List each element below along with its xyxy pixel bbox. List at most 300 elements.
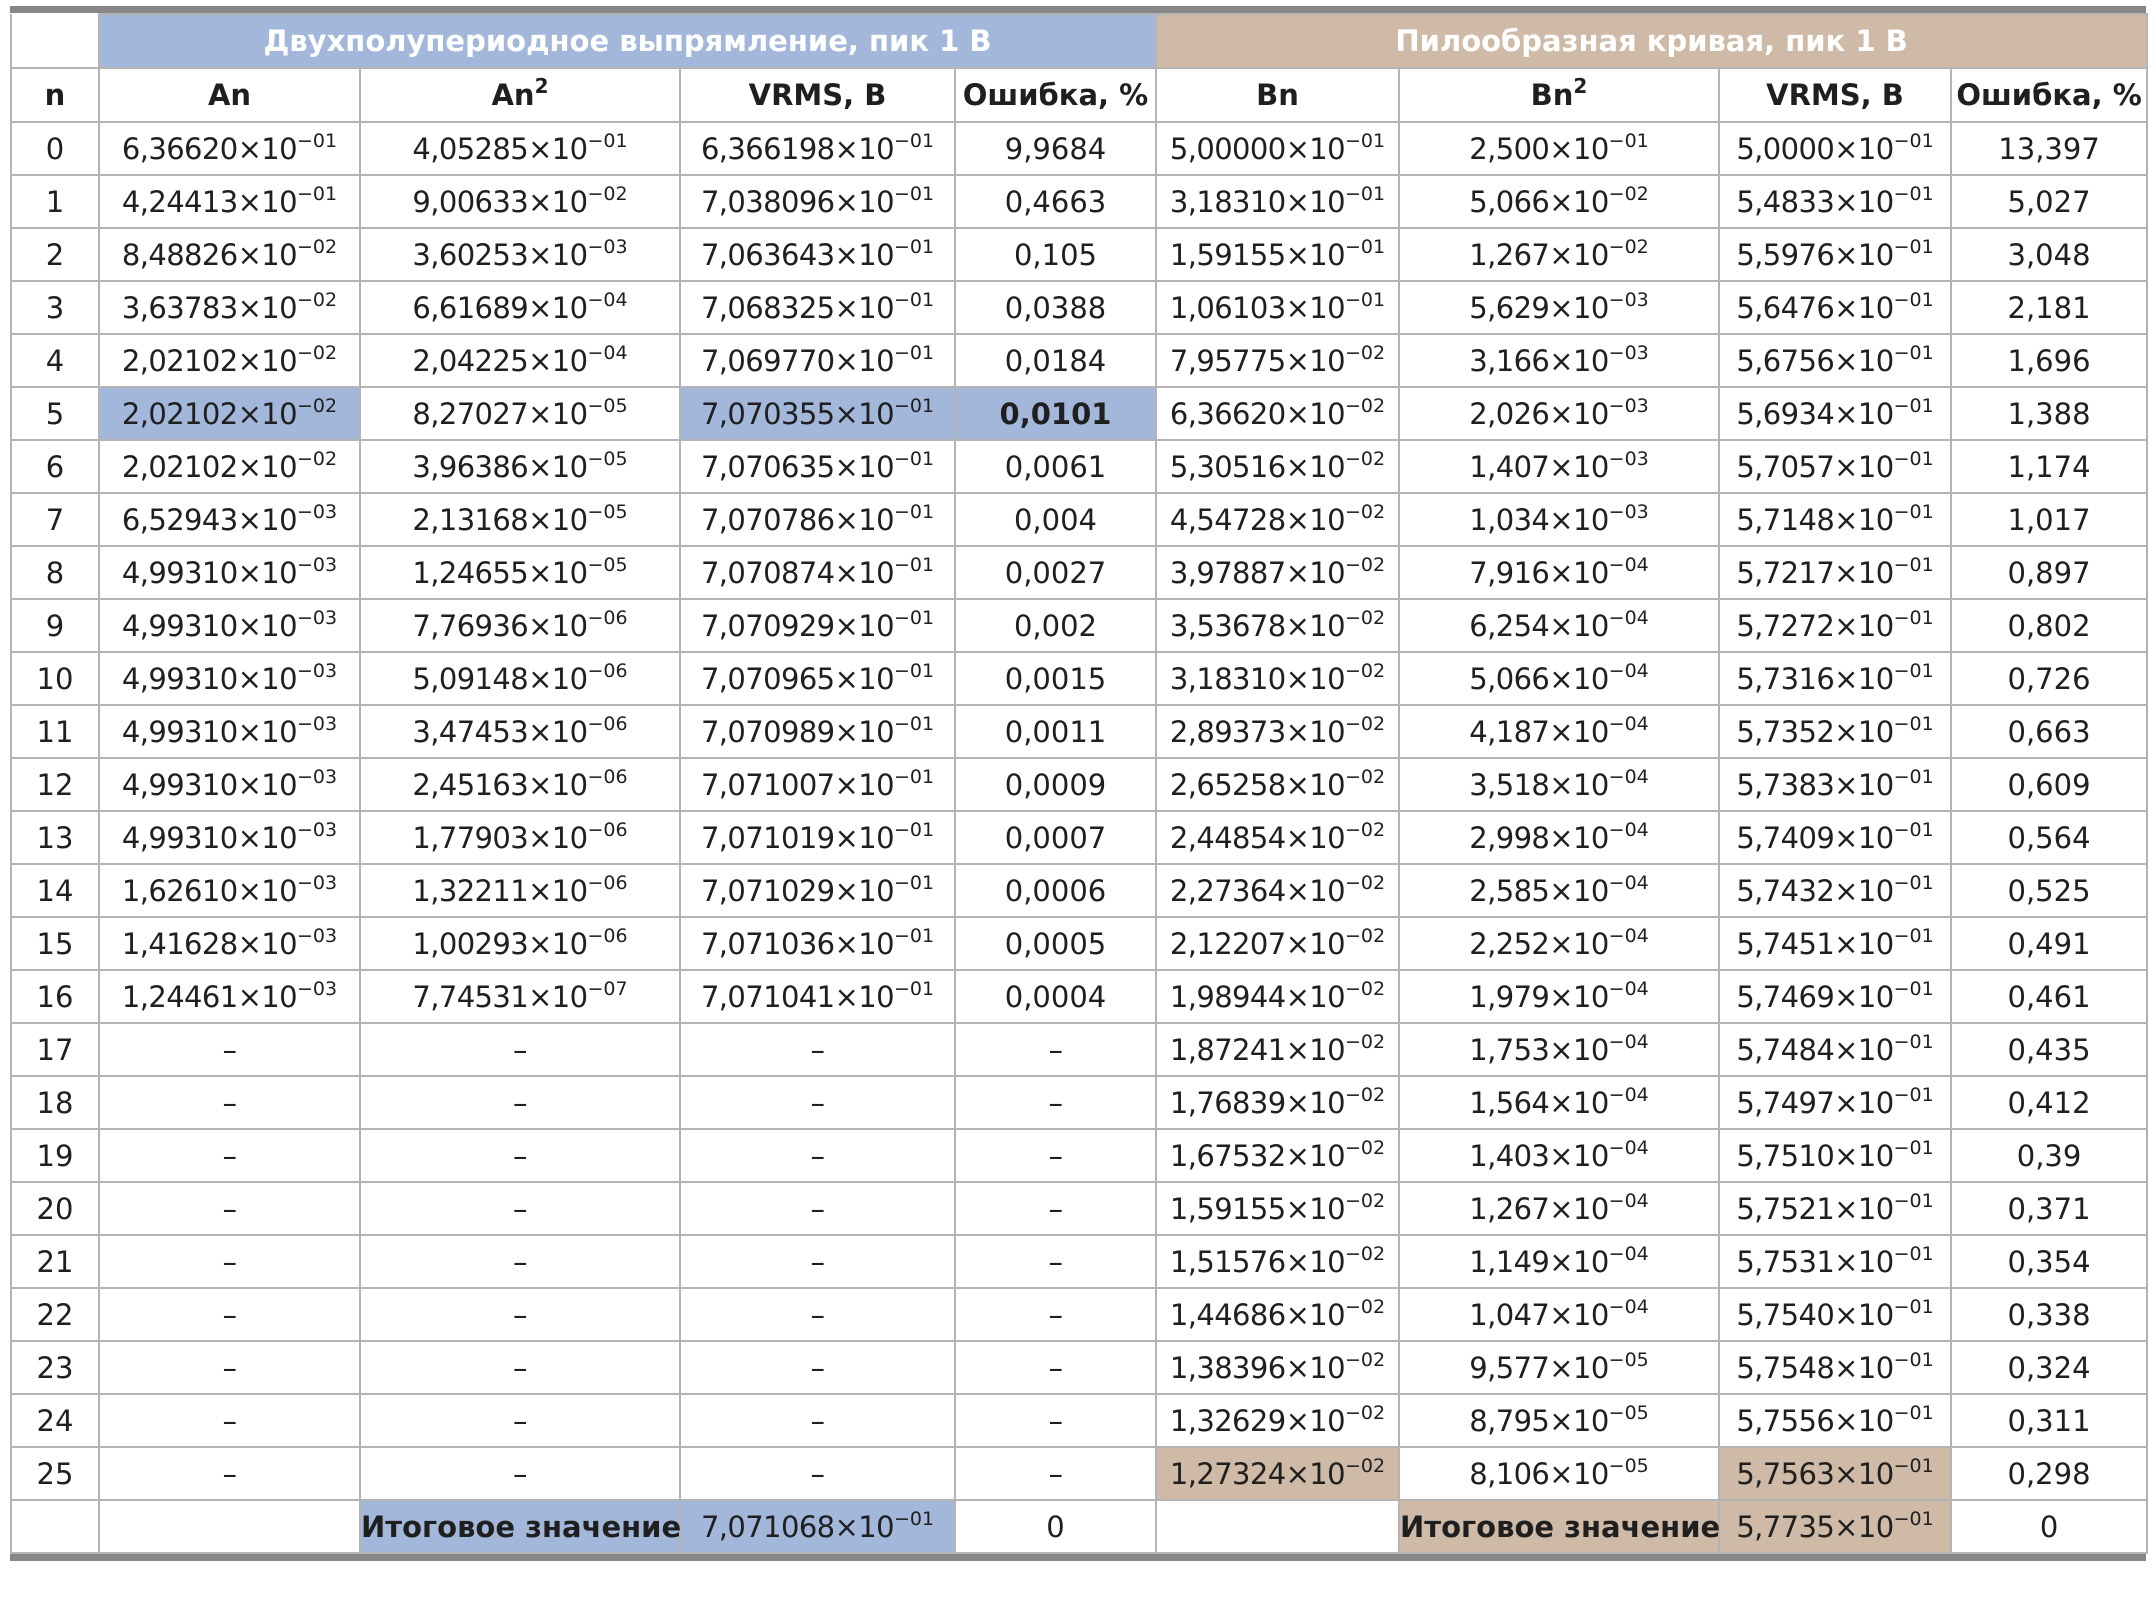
cell-bn2 [1399, 970, 1719, 1023]
cell-vrms-2 [1719, 1076, 1951, 1129]
cell-an [99, 122, 360, 175]
group-header-blank-cell [11, 14, 99, 68]
cell-bn-mantissa: 1,76839×10 [1169, 1085, 1346, 1120]
cell-n: 1 [11, 175, 99, 228]
cell-vrms-2-mantissa: 5,7057×10 [1736, 449, 1894, 484]
group-header-row [11, 14, 2147, 68]
cell-an2-exponent: −05 [587, 447, 628, 470]
cell-vrms-2-exponent: −01 [1893, 1401, 1934, 1424]
cell-an-exponent: −03 [297, 977, 338, 1000]
cell-bn-mantissa: 1,32629×10 [1169, 1403, 1346, 1438]
cell-an2-exponent: −07 [587, 977, 628, 1000]
cell-bn-mantissa: 7,95775×10 [1169, 343, 1346, 378]
cell-n: 11 [11, 705, 99, 758]
cell-bn-mantissa: 2,65258×10 [1169, 767, 1346, 802]
totals-vrms-2-exponent: −01 [1893, 1507, 1934, 1530]
cell-bn-exponent: −01 [1345, 235, 1386, 258]
cell-an-mantissa: 3,63783×10 [121, 290, 297, 325]
cell-an-mantissa: 4,99310×10 [121, 767, 297, 802]
cell-bn2-mantissa: 3,518×10 [1469, 767, 1609, 802]
cell-n: 2 [11, 228, 99, 281]
cell-an2-mantissa: 5,09148×10 [412, 661, 588, 696]
cell-bn2-mantissa: 1,564×10 [1469, 1085, 1609, 1120]
data-table-container [10, 6, 2146, 1561]
cell-error-2: 0,663 [1951, 705, 2147, 758]
cell-bn-mantissa: 3,97887×10 [1169, 555, 1346, 590]
cell-bn [1156, 864, 1399, 917]
cell-bn2-exponent: −04 [1608, 765, 1649, 788]
cell-bn [1156, 1447, 1399, 1500]
cell-an-mantissa: 4,24413×10 [121, 184, 297, 219]
cell-bn-mantissa: 1,87241×10 [1169, 1032, 1346, 1067]
cell-an2 [360, 546, 680, 599]
cell-bn-exponent: −02 [1345, 553, 1386, 576]
cell-vrms-2 [1719, 811, 1951, 864]
table-row [11, 652, 2147, 705]
cell-vrms-2-mantissa: 5,7531×10 [1736, 1244, 1894, 1279]
cell-vrms-1 [680, 281, 955, 334]
cell-vrms-2-mantissa: 5,7469×10 [1736, 979, 1894, 1014]
cell-error-1: 0,0011 [955, 705, 1156, 758]
cell-vrms-2-exponent: −01 [1893, 606, 1934, 629]
cell-bn2 [1399, 599, 1719, 652]
cell-bn2 [1399, 1341, 1719, 1394]
cell-vrms-2 [1719, 281, 1951, 334]
cell-vrms-2 [1719, 758, 1951, 811]
cell-vrms-2 [1719, 652, 1951, 705]
cell-bn2-exponent: −02 [1608, 182, 1649, 205]
cell-error-2: 0,461 [1951, 970, 2147, 1023]
cell-bn2-exponent: −05 [1608, 1401, 1649, 1424]
cell-vrms-1-mantissa: 7,038096×10 [700, 184, 894, 219]
cell-vrms-2 [1719, 1341, 1951, 1394]
cell-vrms-2-exponent: −01 [1893, 1083, 1934, 1106]
cell-bn2 [1399, 917, 1719, 970]
cell-error-2: 0,354 [1951, 1235, 2147, 1288]
cell-an-exponent: −03 [297, 606, 338, 629]
cell-an2 [360, 122, 680, 175]
cell-an2-exponent: −06 [587, 871, 628, 894]
cell-an-mantissa: 2,02102×10 [121, 343, 297, 378]
totals-error-1: 0 [955, 1500, 1156, 1553]
cell-vrms-2-exponent: −01 [1893, 129, 1934, 152]
cell-error-1: 0,0388 [955, 281, 1156, 334]
table-row [11, 864, 2147, 917]
cell-vrms-1-mantissa: 7,071041×10 [700, 979, 894, 1014]
cell-error-1-empty: – [955, 1394, 1156, 1447]
cell-an-exponent: −02 [297, 235, 338, 258]
cell-n: 8 [11, 546, 99, 599]
cell-bn-exponent: −02 [1345, 447, 1386, 470]
cell-vrms-2-mantissa: 5,7409×10 [1736, 820, 1894, 855]
cell-bn-mantissa: 2,89373×10 [1169, 714, 1346, 749]
cell-vrms-2-mantissa: 5,7548×10 [1736, 1350, 1894, 1385]
cell-an-exponent: −01 [297, 182, 338, 205]
cell-vrms-1-mantissa: 7,071007×10 [700, 767, 894, 802]
cell-vrms-1 [680, 122, 955, 175]
column-header-an2-base: An [491, 78, 535, 112]
column-header-an: An [99, 68, 360, 122]
cell-vrms-1-exponent: −01 [893, 500, 935, 523]
cell-bn2-mantissa: 1,407×10 [1469, 449, 1609, 484]
cell-vrms-2-mantissa: 5,7272×10 [1736, 608, 1894, 643]
cell-vrms-2 [1719, 970, 1951, 1023]
cell-an-exponent: −02 [297, 447, 338, 470]
cell-bn [1156, 387, 1399, 440]
table-row [11, 917, 2147, 970]
cell-bn2-exponent: −04 [1608, 659, 1649, 682]
cell-an-exponent: −02 [297, 394, 338, 417]
cell-bn [1156, 652, 1399, 705]
cell-bn-mantissa: 1,38396×10 [1169, 1350, 1346, 1385]
cell-vrms-1-mantissa: 7,070874×10 [700, 555, 894, 590]
cell-bn-exponent: −02 [1345, 1295, 1386, 1318]
cell-bn2-exponent: −02 [1608, 235, 1649, 258]
cell-vrms-2 [1719, 1182, 1951, 1235]
cell-bn2-mantissa: 5,066×10 [1469, 661, 1609, 696]
cell-vrms-2 [1719, 493, 1951, 546]
cell-an2-empty: – [360, 1182, 680, 1235]
cell-vrms-2-exponent: −01 [1893, 924, 1934, 947]
column-header-an2 [360, 68, 680, 122]
totals-vrms-1-mantissa: 7,071068×10 [700, 1509, 894, 1544]
cell-error-2: 0,802 [1951, 599, 2147, 652]
cell-error-1-empty: – [955, 1288, 1156, 1341]
cell-vrms-2-mantissa: 5,7540×10 [1736, 1297, 1894, 1332]
totals-blank-bn [1156, 1500, 1399, 1553]
cell-bn-exponent: −01 [1345, 129, 1386, 152]
cell-vrms-1-empty: – [680, 1394, 955, 1447]
table-row [11, 440, 2147, 493]
cell-bn2-mantissa: 5,629×10 [1469, 290, 1609, 325]
cell-vrms-1-mantissa: 7,063643×10 [700, 237, 894, 272]
cell-error-2: 0,435 [1951, 1023, 2147, 1076]
cell-bn2 [1399, 387, 1719, 440]
cell-error-2: 0,371 [1951, 1182, 2147, 1235]
cell-vrms-1-mantissa: 7,070355×10 [700, 396, 894, 431]
column-header-error-2: Ошибка, % [1951, 68, 2147, 122]
cell-an [99, 758, 360, 811]
cell-bn-mantissa: 1,67532×10 [1169, 1138, 1346, 1173]
cell-an-exponent: −03 [297, 924, 338, 947]
cell-an2-exponent: −04 [587, 288, 628, 311]
table-row [11, 493, 2147, 546]
table-row [11, 175, 2147, 228]
cell-an2-empty: – [360, 1235, 680, 1288]
cell-an-exponent: −02 [297, 288, 338, 311]
cell-an2-mantissa: 2,04225×10 [412, 343, 588, 378]
cell-an2-mantissa: 9,00633×10 [412, 184, 588, 219]
cell-vrms-2-mantissa: 5,7352×10 [1736, 714, 1894, 749]
cell-an2-mantissa: 3,96386×10 [412, 449, 588, 484]
cell-bn2-mantissa: 1,753×10 [1469, 1032, 1609, 1067]
column-header-bn2-exp: 2 [1573, 74, 1588, 98]
cell-bn2-exponent: −04 [1608, 1295, 1649, 1318]
cell-an2-exponent: −06 [587, 712, 628, 735]
cell-an-mantissa: 6,52943×10 [121, 502, 297, 537]
cell-vrms-1-mantissa: 7,070965×10 [700, 661, 894, 696]
cell-bn [1156, 281, 1399, 334]
cell-n: 13 [11, 811, 99, 864]
cell-vrms-2 [1719, 705, 1951, 758]
cell-n: 20 [11, 1182, 99, 1235]
cell-vrms-2-exponent: −01 [1893, 818, 1934, 841]
cell-bn-mantissa: 2,44854×10 [1169, 820, 1346, 855]
cell-bn2-mantissa: 2,252×10 [1469, 926, 1609, 961]
cell-bn-exponent: −02 [1345, 500, 1386, 523]
cell-bn [1156, 122, 1399, 175]
cell-vrms-2-exponent: −01 [1893, 182, 1934, 205]
cell-vrms-2-mantissa: 5,5976×10 [1736, 237, 1894, 272]
cell-an2 [360, 864, 680, 917]
cell-an-empty: – [99, 1076, 360, 1129]
cell-bn2-mantissa: 9,577×10 [1469, 1350, 1609, 1385]
cell-error-1: 0,0007 [955, 811, 1156, 864]
cell-vrms-1 [680, 440, 955, 493]
cell-vrms-1-empty: – [680, 1288, 955, 1341]
cell-bn2-mantissa: 1,047×10 [1469, 1297, 1609, 1332]
cell-vrms-1-empty: – [680, 1076, 955, 1129]
cell-bn2-mantissa: 1,267×10 [1469, 1191, 1609, 1226]
cell-an-empty: – [99, 1288, 360, 1341]
table-row [11, 1182, 2147, 1235]
cell-vrms-1-exponent: −01 [893, 182, 935, 205]
cell-n: 23 [11, 1341, 99, 1394]
cell-n: 18 [11, 1076, 99, 1129]
cell-error-1: 0,0006 [955, 864, 1156, 917]
cell-bn-mantissa: 3,18310×10 [1169, 184, 1346, 219]
cell-an-empty: – [99, 1394, 360, 1447]
cell-n: 7 [11, 493, 99, 546]
cell-bn2-exponent: −05 [1608, 1348, 1649, 1371]
cell-vrms-1-empty: – [680, 1235, 955, 1288]
cell-vrms-1-exponent: −01 [893, 765, 935, 788]
cell-an-exponent: −03 [297, 553, 338, 576]
table-row [11, 1129, 2147, 1182]
cell-bn-exponent: −02 [1345, 659, 1386, 682]
cell-an2-exponent: −01 [587, 129, 628, 152]
cell-bn-mantissa: 1,27324×10 [1169, 1456, 1346, 1491]
cell-an2 [360, 917, 680, 970]
cell-an2-empty: – [360, 1288, 680, 1341]
cell-bn-exponent: −02 [1345, 394, 1386, 417]
cell-bn [1156, 705, 1399, 758]
cell-an [99, 387, 360, 440]
cell-an2-mantissa: 3,60253×10 [412, 237, 588, 272]
cell-an2 [360, 281, 680, 334]
cell-vrms-2-mantissa: 5,7497×10 [1736, 1085, 1894, 1120]
cell-vrms-2-exponent: −01 [1893, 341, 1934, 364]
totals-error-2: 0 [1951, 1500, 2147, 1553]
cell-bn-mantissa: 3,18310×10 [1169, 661, 1346, 696]
cell-bn-exponent: −02 [1345, 1030, 1386, 1053]
cell-an2 [360, 705, 680, 758]
cell-an [99, 970, 360, 1023]
cell-vrms-2-mantissa: 5,7217×10 [1736, 555, 1894, 590]
cell-an2-mantissa: 2,45163×10 [412, 767, 588, 802]
cell-bn2-exponent: −04 [1608, 1242, 1649, 1265]
cell-vrms-1-mantissa: 6,366198×10 [700, 131, 894, 166]
cell-bn2-exponent: −04 [1608, 818, 1649, 841]
cell-vrms-1-mantissa: 7,071036×10 [700, 926, 894, 961]
cell-an-exponent: −03 [297, 500, 338, 523]
cell-n: 17 [11, 1023, 99, 1076]
cell-vrms-1 [680, 228, 955, 281]
cell-an2 [360, 387, 680, 440]
cell-error-1-empty: – [955, 1076, 1156, 1129]
table-row [11, 228, 2147, 281]
cell-bn-mantissa: 4,54728×10 [1169, 502, 1346, 537]
cell-n: 4 [11, 334, 99, 387]
cell-error-2: 3,048 [1951, 228, 2147, 281]
cell-an2-mantissa: 8,27027×10 [412, 396, 588, 431]
cell-vrms-1-exponent: −01 [893, 394, 935, 417]
totals-vrms-2-mantissa: 5,7735×10 [1736, 1509, 1894, 1544]
cell-vrms-2 [1719, 917, 1951, 970]
cell-bn2-exponent: −05 [1608, 1454, 1649, 1477]
cell-bn [1156, 1394, 1399, 1447]
cell-an2-exponent: −05 [587, 394, 628, 417]
harmonics-table [10, 13, 2148, 1554]
cell-error-1: 0,105 [955, 228, 1156, 281]
cell-vrms-1 [680, 175, 955, 228]
cell-error-2: 1,388 [1951, 387, 2147, 440]
table-row [11, 599, 2147, 652]
column-header-bn2 [1399, 68, 1719, 122]
cell-bn2 [1399, 1182, 1719, 1235]
cell-bn-exponent: −02 [1345, 765, 1386, 788]
cell-an2 [360, 652, 680, 705]
cell-n: 25 [11, 1447, 99, 1500]
cell-error-2: 1,174 [1951, 440, 2147, 493]
table-row [11, 758, 2147, 811]
cell-an2-exponent: −05 [587, 553, 628, 576]
cell-bn [1156, 1076, 1399, 1129]
cell-an [99, 281, 360, 334]
table-row [11, 281, 2147, 334]
cell-vrms-2-mantissa: 5,7556×10 [1736, 1403, 1894, 1438]
cell-vrms-1-exponent: −01 [893, 341, 935, 364]
cell-vrms-2-exponent: −01 [1893, 500, 1934, 523]
cell-bn [1156, 917, 1399, 970]
cell-bn-exponent: −02 [1345, 712, 1386, 735]
cell-vrms-1-mantissa: 7,070929×10 [700, 608, 894, 643]
cell-bn-mantissa: 1,59155×10 [1169, 1191, 1346, 1226]
cell-an2 [360, 970, 680, 1023]
cell-an2 [360, 175, 680, 228]
cell-an2 [360, 440, 680, 493]
cell-bn2-exponent: −03 [1608, 288, 1649, 311]
cell-vrms-2 [1719, 1288, 1951, 1341]
cell-bn2-exponent: −03 [1608, 394, 1649, 417]
totals-vrms-1-exponent: −01 [893, 1507, 935, 1530]
cell-an2-mantissa: 1,00293×10 [412, 926, 588, 961]
cell-bn2 [1399, 758, 1719, 811]
cell-bn-mantissa: 3,53678×10 [1169, 608, 1346, 643]
cell-vrms-1-exponent: −01 [893, 924, 935, 947]
cell-vrms-2-exponent: −01 [1893, 1348, 1934, 1371]
cell-vrms-1-empty: – [680, 1447, 955, 1500]
cell-bn2 [1399, 864, 1719, 917]
totals-vrms-2 [1719, 1500, 1951, 1553]
cell-an2-empty: – [360, 1023, 680, 1076]
cell-bn2 [1399, 440, 1719, 493]
cell-an-empty: – [99, 1023, 360, 1076]
cell-bn-mantissa: 5,00000×10 [1169, 131, 1346, 166]
cell-an2-exponent: −06 [587, 765, 628, 788]
cell-bn2-exponent: −04 [1608, 1136, 1649, 1159]
cell-vrms-2-exponent: −01 [1893, 1189, 1934, 1212]
cell-bn-exponent: −02 [1345, 871, 1386, 894]
cell-vrms-2-exponent: −01 [1893, 288, 1934, 311]
cell-error-2: 1,017 [1951, 493, 2147, 546]
table-row [11, 705, 2147, 758]
cell-bn2-mantissa: 1,267×10 [1469, 237, 1609, 272]
cell-vrms-2 [1719, 334, 1951, 387]
cell-an2-empty: – [360, 1447, 680, 1500]
cell-bn-exponent: −02 [1345, 924, 1386, 947]
cell-bn-exponent: −02 [1345, 818, 1386, 841]
cell-error-1: 0,0061 [955, 440, 1156, 493]
cell-error-2: 13,397 [1951, 122, 2147, 175]
cell-an-mantissa: 4,99310×10 [121, 661, 297, 696]
cell-error-1: 0,0027 [955, 546, 1156, 599]
cell-bn [1156, 1129, 1399, 1182]
column-header-bn2-base: Bn [1530, 78, 1574, 112]
cell-an2-exponent: −06 [587, 659, 628, 682]
cell-bn-mantissa: 1,44686×10 [1169, 1297, 1346, 1332]
cell-vrms-2-exponent: −01 [1893, 1295, 1934, 1318]
cell-bn2-exponent: −03 [1608, 447, 1649, 470]
cell-bn2 [1399, 228, 1719, 281]
cell-bn [1156, 493, 1399, 546]
cell-an-mantissa: 1,24461×10 [121, 979, 297, 1014]
cell-an2-exponent: −03 [587, 235, 628, 258]
cell-an [99, 228, 360, 281]
table-row [11, 1447, 2147, 1500]
table-row [11, 122, 2147, 175]
table-row [11, 1394, 2147, 1447]
cell-error-2: 2,181 [1951, 281, 2147, 334]
cell-bn-exponent: −02 [1345, 977, 1386, 1000]
cell-bn2-mantissa: 6,254×10 [1469, 608, 1609, 643]
cell-error-2: 0,311 [1951, 1394, 2147, 1447]
cell-an-exponent: −03 [297, 765, 338, 788]
cell-an [99, 599, 360, 652]
column-header-bn: Bn [1156, 68, 1399, 122]
cell-bn2 [1399, 334, 1719, 387]
column-header-vrms-2: VRMS, В [1719, 68, 1951, 122]
cell-an [99, 546, 360, 599]
cell-an2-mantissa: 7,74531×10 [412, 979, 588, 1014]
cell-bn [1156, 599, 1399, 652]
cell-vrms-1 [680, 811, 955, 864]
cell-bn [1156, 1023, 1399, 1076]
cell-bn2-exponent: −04 [1608, 1189, 1649, 1212]
cell-bn-mantissa: 1,98944×10 [1169, 979, 1346, 1014]
cell-an [99, 652, 360, 705]
cell-bn2 [1399, 811, 1719, 864]
cell-error-2: 1,696 [1951, 334, 2147, 387]
cell-error-1: 0,004 [955, 493, 1156, 546]
cell-bn2 [1399, 1394, 1719, 1447]
cell-vrms-1-mantissa: 7,071029×10 [700, 873, 894, 908]
cell-an-empty: – [99, 1341, 360, 1394]
cell-error-1: 0,0009 [955, 758, 1156, 811]
cell-error-1: 0,0101 [955, 387, 1156, 440]
cell-an2-empty: – [360, 1076, 680, 1129]
cell-vrms-2 [1719, 864, 1951, 917]
